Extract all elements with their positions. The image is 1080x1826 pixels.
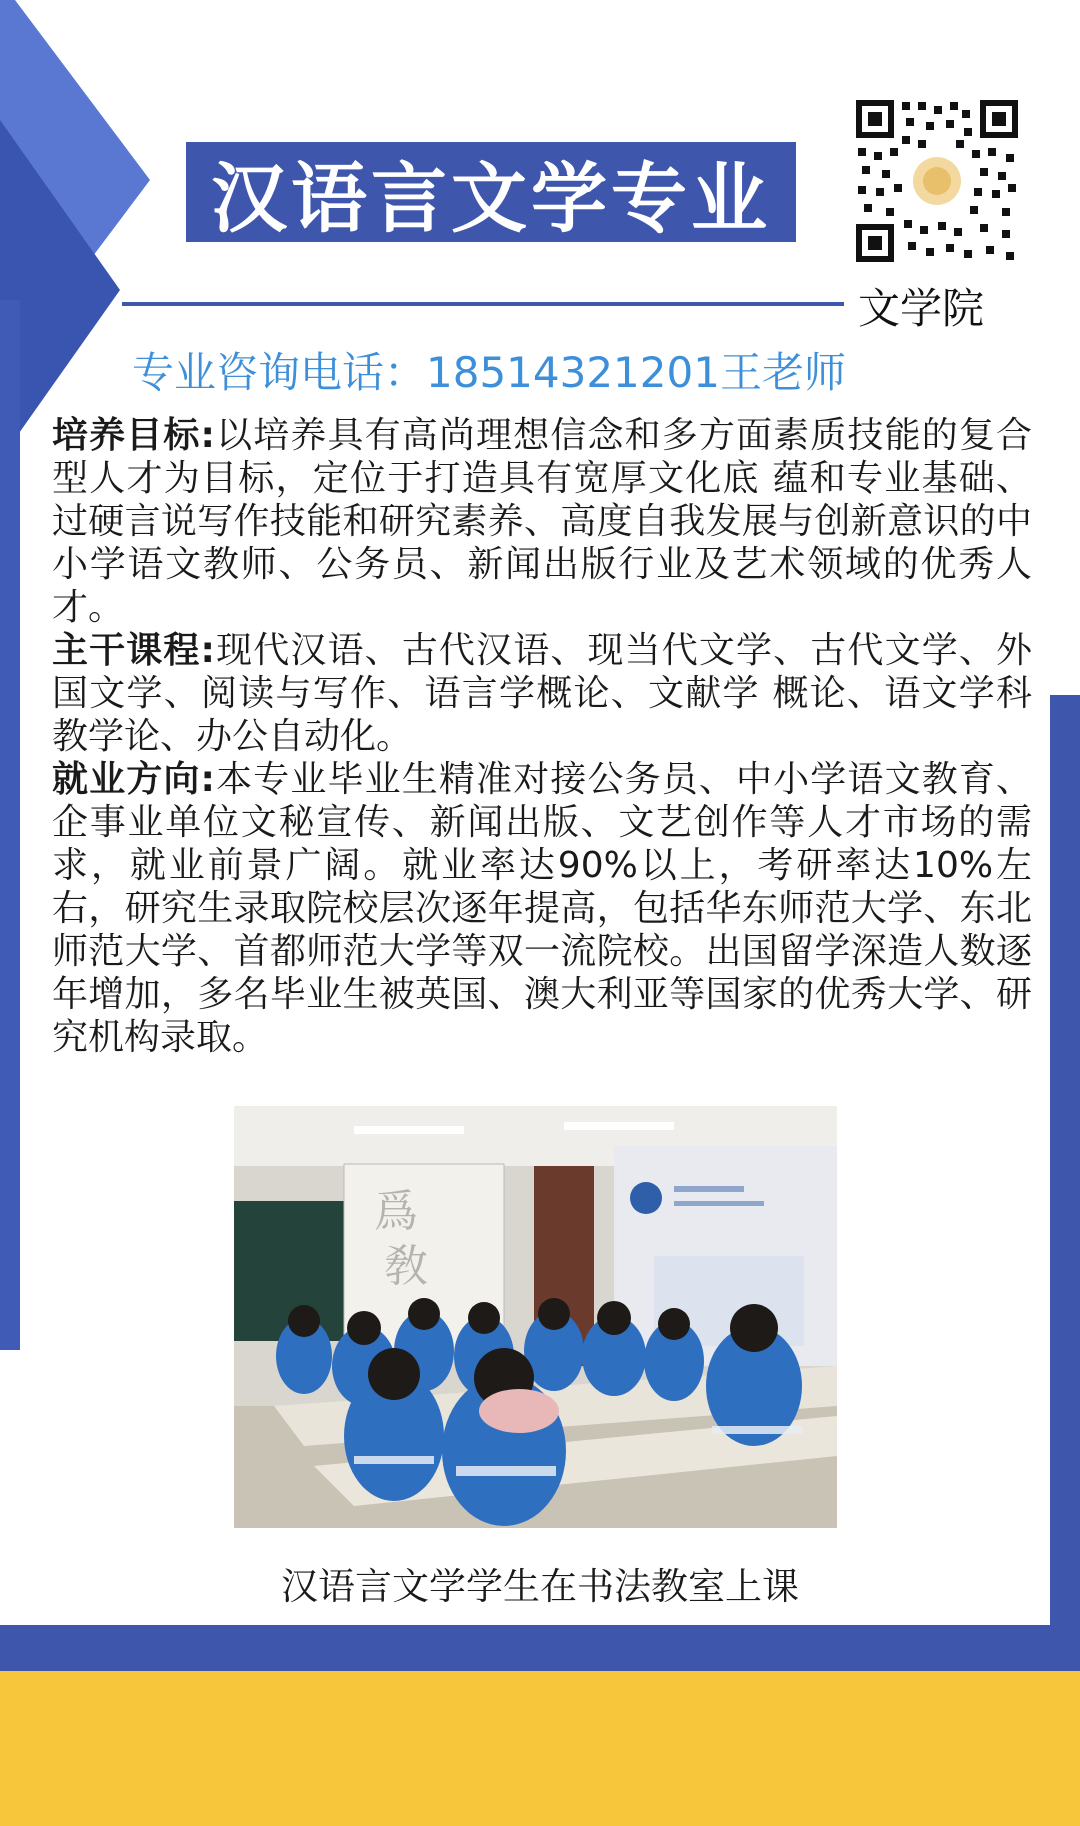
section-heading: 主干课程: — [52, 630, 215, 671]
qr-code-icon — [852, 96, 1022, 266]
title-divider — [122, 302, 844, 306]
section-employment — [52, 758, 1032, 1059]
title-banner — [186, 142, 796, 242]
section-heading: 就业方向: — [52, 759, 215, 800]
section-training-goal — [52, 414, 1032, 629]
photo-caption: 汉语言文学学生在书法教室上课 — [281, 1565, 799, 1608]
section-main-courses — [52, 629, 1032, 758]
major-description — [52, 414, 1032, 1059]
section-body: 本专业毕业生精准对接公务员、中小学语文教育、企事业单位文秘宣传、新闻出版、文艺创作等人才市场的需求，就业前景广阔。就业率达90%以上，考研率达10%左右，研究生录取院校层次逐年提高，包括华东师范大学、东北师范大学、首都师范大学等双一流院校。出国留学深造人数逐年增加，多名毕业生被英国、澳大利亚等国家的优秀大学、研究机构录取。 — [52, 759, 1032, 1058]
svg-text:爲: 爲 — [374, 1186, 418, 1237]
classroom-photo — [234, 1106, 837, 1528]
section-heading: 培养目标: — [52, 415, 215, 456]
consult-phone: 专业咨询电话：18514321201王老师 — [132, 348, 846, 397]
section-body: 现代汉语、古代汉语、现当代文学、古代文学、外国文学、阅读与写作、语言学概论、文献学 概论、语文学科教学论、办公自动化。 — [52, 630, 1032, 757]
bottom-blue-band — [0, 1625, 1080, 1671]
page-title: 汉语言文学专业 — [211, 153, 771, 243]
left-decor-bar — [0, 300, 20, 1350]
right-decor-bar — [1050, 695, 1080, 1635]
svg-text:敎: 敎 — [384, 1241, 428, 1292]
section-body: 以培养具有高尚理想信念和多方面素质技能的复合型人才为目标，定位于打造具有宽厚文化底 蕴和专业基础、过硬言说写作技能和研究素养、高度自我发展与创新意识的中小学语文教师、公务员、新闻出版行业及艺术领域的优秀人才。 — [52, 415, 1032, 628]
college-name: 文学院 — [858, 284, 985, 333]
bottom-yellow-band — [0, 1671, 1080, 1826]
